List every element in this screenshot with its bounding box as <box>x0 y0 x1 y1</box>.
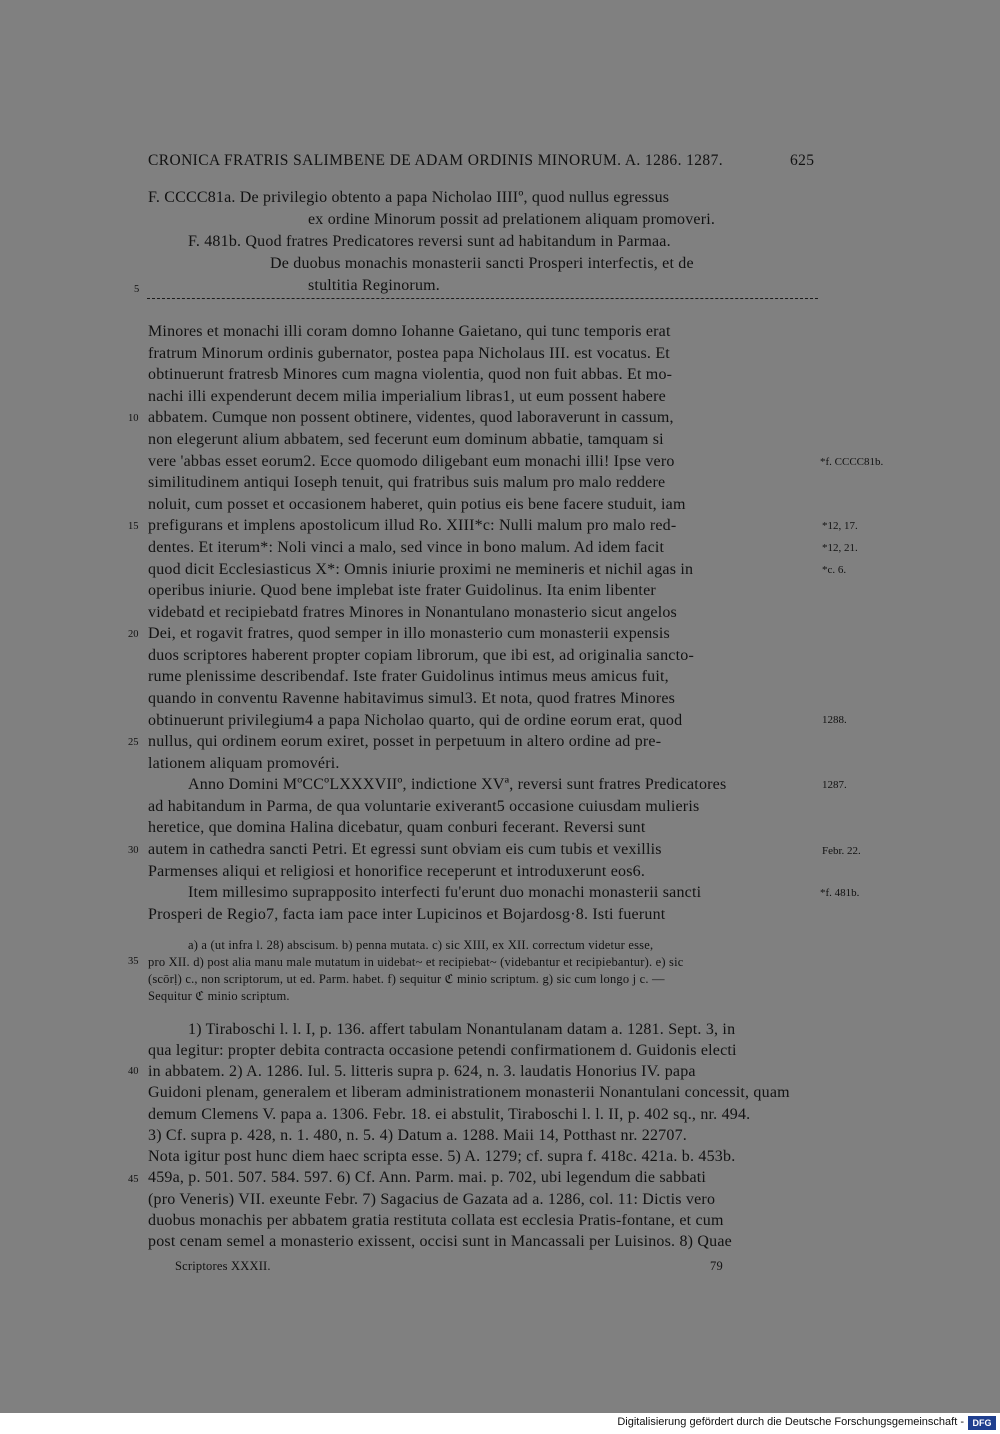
text-line: obtinuerunt privilegium4 a papa Nicholao quarto, qui de ordine eorum erat, quod <box>148 712 683 729</box>
apparatus-line: (scōrḷ) c., non scriptorum, ut ed. Parm. habet. f) sequitur ℭ minio scriptum. g) sic cum longo j c. — <box>148 972 665 986</box>
margin-note: *12, 17. <box>822 520 858 532</box>
text-line: noluit, cum posset et occasionem haberet, quin potius eis bene facere studuit, iam <box>148 496 686 513</box>
margin-note: *12, 21. <box>822 542 858 554</box>
text-line: vere 'abbas esset eorum2. Ecce quomodo diligebant eum monachi illi! Ipse vero <box>148 453 675 470</box>
line-number: 45 <box>128 1174 139 1185</box>
text-line: Item millesimo suprapposito interfecti fu'erunt duo monachi monasterii sancti <box>188 884 702 901</box>
footnote-line: post cenam semel a monasterio exissent, occisi sunt in Mancassali per Luisinos. 8) Quae <box>148 1233 732 1250</box>
text-line: videbatd et recipiebatd fratres Minores in Nonantulano monasterio sicut angelos <box>148 604 677 621</box>
text-line: similitudinem antiqui Ioseph tenuit, qui fratribus suis malum pro malo reddere <box>148 474 666 491</box>
rubric-line: F. CCCC81a. De privilegio obtento a papa Nicholao IIIIº, quod nullus egressus <box>148 189 670 206</box>
margin-note: *f. 481b. <box>820 887 860 899</box>
line-number: 20 <box>128 629 139 640</box>
text-line: Minores et monachi illi coram domno Iohanne Gaietano, qui tunc temporis erat <box>148 323 671 340</box>
footnote-line: in abbatem. 2) A. 1286. Iul. 5. litteris supra p. 624, n. 3. laudatis Honorius IV. papa <box>148 1063 696 1080</box>
signature-number: 79 <box>710 1259 723 1273</box>
text-line: quod dicit Ecclesiasticus X*: Omnis iniurie proximi ne memineris et nichil agas in <box>148 561 694 578</box>
margin-note: Febr. 22. <box>822 845 861 857</box>
text-line: quando in conventu Ravenne habitavimus simul3. Et nota, quod fratres Minores <box>148 690 676 707</box>
apparatus-line: Sequitur ℭ minio scriptum. <box>148 989 290 1003</box>
footer-bar <box>0 1413 1000 1434</box>
text-line: heretice, que domina Halina dicebatur, quam conburi fecerant. Reversi sunt <box>148 819 646 836</box>
rubric-line: F. 481b. Quod fratres Predicatores reversi sunt ad habitandum in Parmaa. <box>188 233 671 250</box>
footnote-line: qua legitur: propter debita contracta occasione petendi confirmationem d. Guidonis electi <box>148 1042 737 1059</box>
text-line: Anno Domini MºCCºLXXXVIIº, indictione XVª, reversi sunt fratres Predicatores <box>188 776 727 793</box>
line-number: 10 <box>128 413 139 424</box>
text-line: Prosperi de Regio7, facta iam pace inter Lupicinos et Bojardosg·8. Isti fuerunt <box>148 906 666 923</box>
margin-note: *c. 6. <box>822 564 847 576</box>
line-number: 40 <box>128 1066 139 1077</box>
text-line: obtinuerunt fratresb Minores cum magna violentia, quod non fuit abbas. Et mo- <box>148 366 673 383</box>
text-line: dentes. Et iterum*: Noli vinci a malo, sed vince in bono malum. Ad idem facit <box>148 539 665 556</box>
footnote-line: (pro Veneris) VII. exeunte Febr. 7) Sagacius de Gazata ad a. 1286, col. 11: Dictis vero <box>148 1191 716 1208</box>
text-line: nachi illi expenderunt decem milia imperialium libras1, ut eum possent habere <box>148 388 666 405</box>
footnote-line: 1) Tiraboschi l. l. I, p. 136. affert tabulam Nonantulanam datam a. 1281. Sept. 3, in <box>188 1021 736 1038</box>
text-line: prefigurans et implens apostolicum illud Ro. XIII*c: Nulli malum pro malo red- <box>148 517 677 534</box>
margin-note: 1287. <box>822 779 847 791</box>
text-line: autem in cathedra sancti Petri. Et egressi sunt obviam eis cum tubis et vexillis <box>148 841 662 858</box>
text-line: nullus, qui ordinem eorum exiret, posset in perpetuum in altero ordine ad pre- <box>148 733 662 750</box>
text-line: operibus iniurie. Quod bene implebat iste frater Guidolinus. Ita enim libenter <box>148 582 656 599</box>
line-number: 30 <box>128 845 139 856</box>
footnote-line: 459a, p. 501. 507. 584. 597. 6) Cf. Ann. Parm. mai. p. 702, ubi legendum die sabbati <box>148 1169 707 1186</box>
page-number: 625 <box>790 152 815 169</box>
text-line: Dei, et rogavit fratres, quod semper in illo monasterio cum monasterii expensis <box>148 625 670 642</box>
text-line: rume plenissime describendaf. Iste frater Guidolinus intimus meus amicus fuit, <box>148 668 669 685</box>
line-number: 25 <box>128 737 139 748</box>
separator-rule <box>147 298 818 299</box>
footnote-line: demum Clemens V. papa a. 1306. Febr. 18. ei abstulit, Tiraboschi l. l. II, p. 402 sq., nr. 494. <box>148 1106 751 1123</box>
footnote-line: Nota igitur post hunc diem haec scripta esse. 5) A. 1279; cf. supra f. 418c. 421a. b. 453b. <box>148 1148 736 1165</box>
text-line: lationem aliquam promovéri. <box>148 755 340 772</box>
line-number: 15 <box>128 521 139 532</box>
text-line: ad habitandum in Parma, de qua voluntarie exiverant5 occasione cuiusdam mulieris <box>148 798 700 815</box>
margin-note: *f. CCCC81b. <box>820 456 884 468</box>
footnote-line: Guidoni plenam, generalem et liberam administrationem monasterii Nonantulani concessit, quam <box>148 1084 790 1101</box>
signature-mark: Scriptores XXXII. <box>175 1259 271 1273</box>
text-line: abbatem. Cumque non possent obtinere, videntes, quod laboraverunt in cassum, <box>148 409 674 426</box>
line-number: 5 <box>134 284 140 295</box>
rubric-line: ex ordine Minorum possit ad prelationem aliquam promoveri. <box>308 211 716 228</box>
text-line: non elegerunt alium abbatem, sed fecerunt eum dominum abbatie, tamquam si <box>148 431 664 448</box>
rubric-line: stultitia Reginorum. <box>308 277 440 294</box>
line-number: 35 <box>128 956 139 967</box>
running-title: CRONICA FRATRIS SALIMBENE DE ADAM ORDINIS MINORUM. A. 1286. 1287. <box>148 152 724 169</box>
text-line: Parmenses aliqui et religiosi et honorifice receperunt et introduxerunt eos6. <box>148 863 646 880</box>
apparatus-line: pro XII. d) post alia manu male mutatum in uidebat~ et recipiebat~ (videbantur et recipiebantur). e) sic <box>148 955 684 969</box>
funding-notice: Digitalisierung gefördert durch die Deutsche Forschungsgemeinschaft - <box>617 1416 964 1428</box>
text-line: fratrum Minorum ordinis gubernator, postea papa Nicholaus III. est vocatus. Et <box>148 345 670 362</box>
margin-note: 1288. <box>822 714 847 726</box>
text-line: duos scriptores haberent propter copiam librorum, que ibi est, ad originalia sancto- <box>148 647 694 664</box>
footnote-line: 3) Cf. supra p. 428, n. 1. 480, n. 5. 4) Datum a. 1288. Maii 14, Potthast nr. 22707. <box>148 1127 687 1144</box>
footnote-line: duobus monachis per abbatem gratia restituta collata est ecclesia Pratis-fontane, et cum <box>148 1212 724 1229</box>
rubric-line: De duobus monachis monasterii sancti Prosperi interfectis, et de <box>270 255 694 272</box>
dfg-logo: DFG <box>968 1416 996 1430</box>
apparatus-line: a) a (ut infra l. 28) abscisum. b) penna mutata. c) sic XIII, ex XII. correctum videtur esse, <box>188 938 654 952</box>
